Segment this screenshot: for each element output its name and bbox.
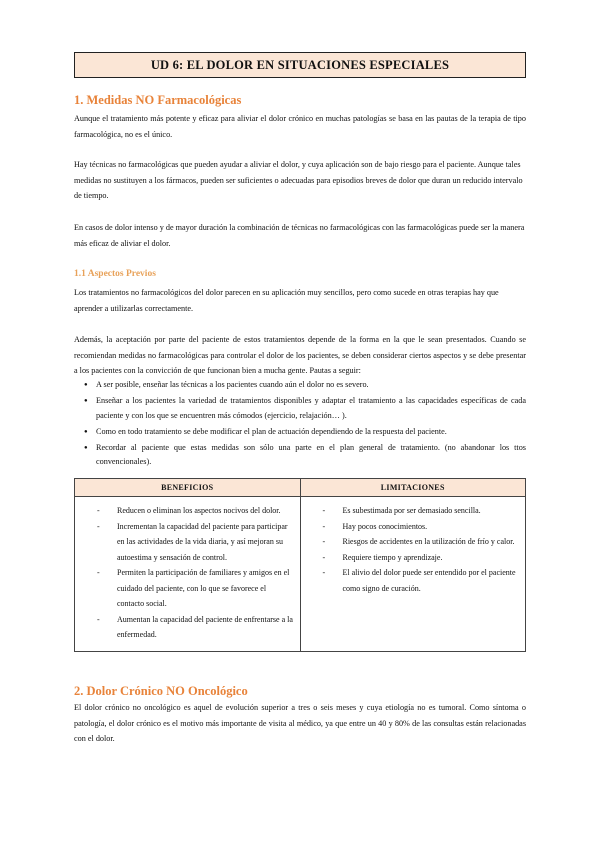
section-1-paragraph-3: En casos de dolor intenso y de mayor duración la combinación de técnicas no farmacológicas con las farmacológicas puede ser la manera más eficaz de aliviar el dolor. bbox=[74, 223, 525, 248]
list-item: ● Enseñar a los pacientes la variedad de tratamientos disponibles y adaptar el tratamiento a las capacidades específicas de cada paciente y con los que se encuentren más cómodos (ejercicio, relajación… ). bbox=[74, 394, 526, 423]
section-1-1-heading: 1.1 Aspectos Previos bbox=[74, 269, 156, 279]
table-header-beneficios: BENEFICIOS bbox=[75, 479, 301, 497]
section-1-paragraph-1: Aunque el tratamiento más potente y eficaz para aliviar el dolor crónico en muchas patologías se basa en las pautas de la terapia de tipo farmacológica, no es el único. bbox=[74, 114, 526, 139]
document-title: UD 6: EL DOLOR EN SITUACIONES ESPECIALES bbox=[74, 52, 526, 78]
list-item: ● Recordar al paciente que estas medidas son sólo una parte en el plan general de tratamiento. (no abandonar los ttos convencionales). bbox=[74, 441, 526, 470]
list-item: ● Como en todo tratamiento se debe modificar el plan de actuación dependiendo de la respuesta del paciente. bbox=[74, 425, 526, 440]
limitacion-item: - El alivio del dolor puede ser entendido por el paciente como signo de curación. bbox=[307, 565, 520, 596]
limitacion-item: - Requiere tiempo y aprendizaje. bbox=[307, 550, 520, 566]
section-1-1-paragraph-1: Los tratamientos no farmacológicos del dolor parecen en su aplicación muy sencillos, pero como sucede en otras terapias hay que aprender a utilizarlas correctamente. bbox=[74, 288, 499, 313]
limitaciones-cell bbox=[300, 497, 526, 652]
section-1-heading: 1. Medidas NO Farmacológicas bbox=[74, 93, 242, 107]
beneficios-cell bbox=[75, 497, 301, 652]
limitacion-item: - Es subestimada por ser demasiado sencilla. bbox=[307, 503, 520, 519]
benefits-limitations-table bbox=[74, 478, 526, 652]
list-item: ● A ser posible, enseñar las técnicas a los pacientes cuando aún el dolor no es severo. bbox=[74, 378, 526, 393]
beneficio-item: - Reducen o eliminan los aspectos nocivos del dolor. bbox=[81, 503, 294, 519]
limitacion-item: - Hay pocos conocimientos. bbox=[307, 519, 520, 535]
section-2-heading: 2. Dolor Crónico NO Oncológico bbox=[74, 684, 248, 698]
section-1-1-paragraph-2: Además, la aceptación por parte del paciente de estos tratamientos depende de la forma en la que le sean presentados. Cuando se recomiendan medidas no farmacológicas para controlar el dolor de los pacientes, se deben considerar ciertos aspectos y se debe presentar a los pacientes con la convicción de que funcionan bien a mucha gente. Pautas a seguir: bbox=[74, 335, 526, 375]
beneficio-item: - Aumentan la capacidad del paciente de enfrentarse a la enfermedad. bbox=[81, 612, 294, 643]
table-header-limitaciones: LIMITACIONES bbox=[300, 479, 526, 497]
beneficio-item: - Permiten la participación de familiares y amigos en el cuidado del paciente, con lo que se favorece el contacto social. bbox=[81, 565, 294, 612]
beneficio-item: - Incrementan la capacidad del paciente para participar en las actividades de la vida diaria, y así mejoran su autoestima y sensación de control. bbox=[81, 519, 294, 566]
limitacion-item: - Riesgos de accidentes en la utilización de frío y calor. bbox=[307, 534, 520, 550]
guidelines-list bbox=[74, 378, 526, 471]
section-2-paragraph: El dolor crónico no oncológico es aquel de evolución superior a tres o seis meses y cuya etiología no es tumoral. Como síntoma o patología, el dolor crónico es el motivo más importante de visita al médico, ya que entre un 40 y 80% de las consultas están relacionadas con el dolor. bbox=[74, 703, 526, 743]
section-1-paragraph-2: Hay técnicas no farmacológicas que pueden ayudar a aliviar el dolor, y cuya aplicación son de bajo riesgo para el paciente. Aunque tales medidas no sustituyen a los fármacos, pueden ser suficientes o adecuadas para episodios breves de dolor que duran un reducido intervalo de tiempo. bbox=[74, 160, 523, 200]
